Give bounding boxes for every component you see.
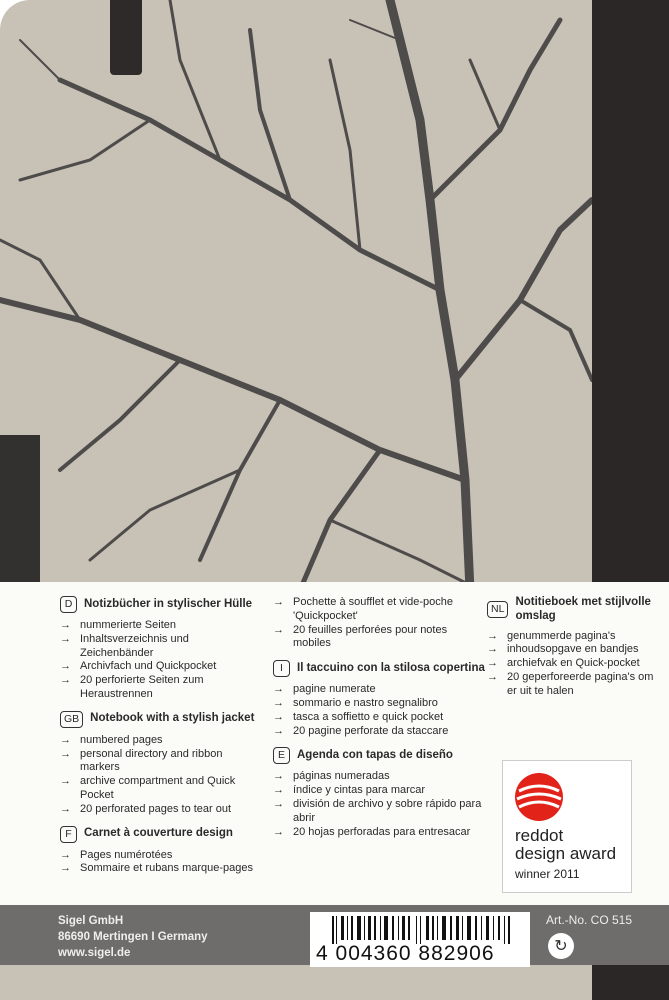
feature-list	[60, 734, 265, 817]
reddot-award-badge	[502, 760, 632, 893]
list-item: → índice y cintas para marcar	[273, 784, 485, 798]
list-item: → 20 perforierte Seiten zum Heraustrennen	[60, 674, 265, 702]
list-item: → Pochette à soufflet et vide-poche 'Quickpocket'	[273, 596, 485, 624]
barcode-number: 4 004360 882906	[316, 942, 495, 965]
list-item: → inhoudsopgave en bandjes	[487, 643, 662, 657]
feature-list	[60, 619, 265, 702]
section-title: Notitieboek met stijlvolle omslag	[515, 596, 651, 622]
list-item: → archiefvak en Quick-pocket	[487, 657, 662, 671]
list-item: → genummerde pagina's	[487, 630, 662, 644]
section-title: Agenda con tapas de diseño	[297, 748, 453, 761]
award-line-3: winner 2011	[515, 867, 580, 881]
list-item: → nummerierte Seiten	[60, 619, 265, 633]
lang-badge: GB	[60, 711, 83, 728]
section-heading-nl	[487, 596, 662, 624]
pen-loop	[0, 435, 40, 585]
list-item: → Pages numérotées	[60, 849, 265, 863]
green-dot-recycling-icon: ↻	[548, 933, 574, 959]
section-title: Il taccuino con la stilosa copertina	[297, 661, 485, 674]
list-item: → 20 geperforeerde pagina's om er uit te halen	[487, 671, 662, 699]
section-heading-i	[273, 660, 485, 677]
feature-list	[60, 849, 265, 877]
label-column-3	[487, 596, 662, 708]
list-item: → 20 perforated pages to tear out	[60, 803, 265, 817]
section-title: Notebook with a stylish jacket	[90, 712, 255, 725]
company-url: www.sigel.de	[58, 947, 131, 959]
article-number: Art.-No. CO 515	[546, 913, 633, 927]
lang-badge: NL	[487, 601, 508, 618]
section-heading-de	[60, 596, 265, 613]
section-title: Carnet à couverture design	[84, 827, 233, 840]
list-item: → tasca a soffietto e quick pocket	[273, 711, 485, 725]
feature-list	[273, 596, 485, 651]
list-item: → división de archivo y sobre rápido para abrir	[273, 798, 485, 826]
list-item: → 20 feuilles perforées pour notes mobiles	[273, 624, 485, 652]
label-column-1	[60, 596, 265, 885]
lang-badge: E	[273, 747, 290, 764]
list-item: → 20 hojas perforadas para entresacar	[273, 826, 485, 840]
section-title: Notizbücher in stylischer Hülle	[84, 597, 253, 610]
lang-badge: I	[273, 660, 290, 677]
barcode	[310, 912, 530, 967]
company-name: Sigel GmbH	[58, 915, 124, 927]
list-item: → sommario e nastro segnalibro	[273, 697, 485, 711]
company-address	[58, 913, 208, 961]
feature-list	[273, 770, 485, 839]
footer-bar	[0, 905, 669, 965]
list-item: → numbered pages	[60, 734, 265, 748]
product-label	[0, 582, 669, 905]
award-text	[515, 827, 616, 883]
feature-list	[487, 630, 662, 699]
top-elastic-strap	[110, 0, 142, 75]
list-item: → Inhaltsverzeichnis und Zeichenbänder	[60, 633, 265, 661]
barcode-bars	[332, 916, 522, 944]
section-heading-e	[273, 747, 485, 764]
feature-list	[273, 683, 485, 738]
list-item: → personal directory and ribbon markers	[60, 748, 265, 776]
lang-badge: D	[60, 596, 77, 613]
award-line-2: design award	[515, 844, 617, 863]
list-item: → páginas numeradas	[273, 770, 485, 784]
label-column-2	[273, 596, 485, 848]
award-line-1: reddot	[515, 826, 564, 845]
list-item: → Archivfach und Quickpocket	[60, 660, 265, 674]
reddot-logo-icon	[513, 771, 565, 823]
section-heading-gb	[60, 711, 265, 728]
list-item: → archive compartment and Quick Pocket	[60, 775, 265, 803]
list-item: → 20 pagine perforate da staccare	[273, 725, 485, 739]
company-location: 86690 Mertingen I Germany	[58, 931, 208, 943]
section-heading-f	[60, 826, 265, 843]
list-item: → Sommaire et rubans marque-pages	[60, 862, 265, 876]
lang-badge: F	[60, 826, 77, 843]
list-item: → pagine numerate	[273, 683, 485, 697]
